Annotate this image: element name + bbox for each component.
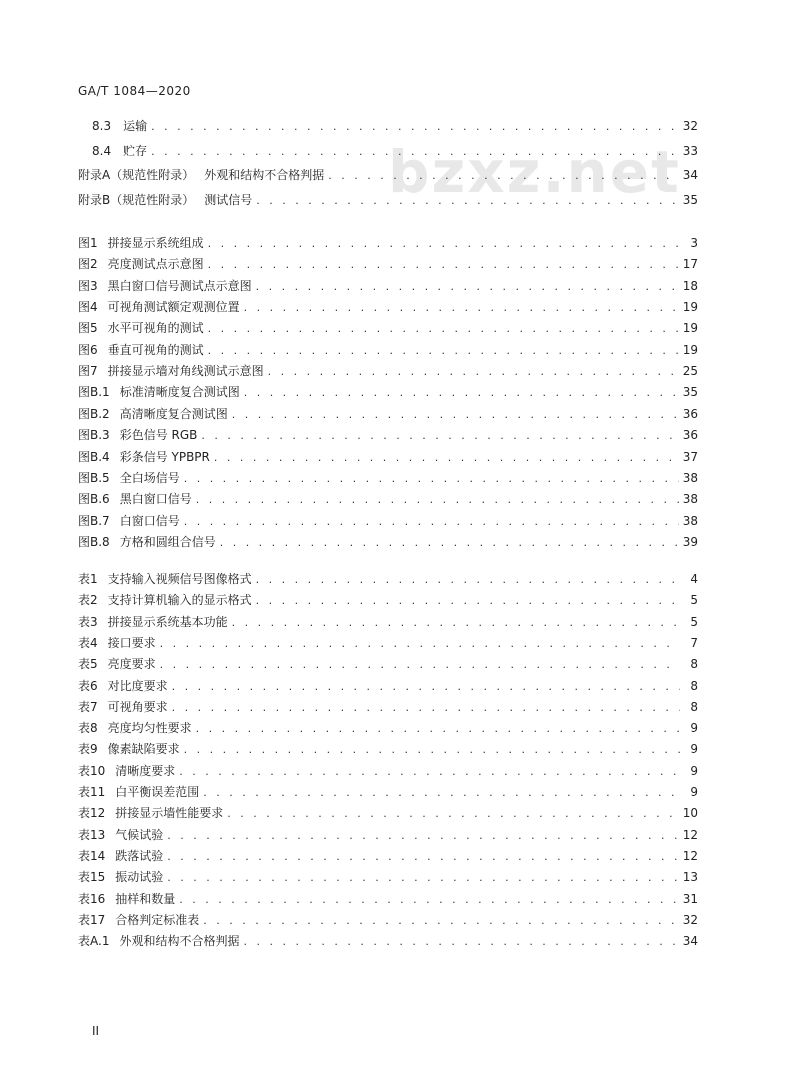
- toc-table-entry[interactable]: [78, 739, 698, 760]
- toc-figure-entry[interactable]: [78, 489, 698, 510]
- entry-label: 表9: [78, 742, 98, 757]
- entry-page-number: 9: [690, 742, 698, 757]
- entry-title: 水平可视角的测试: [107, 321, 204, 336]
- entry-page-number: 36: [682, 406, 698, 421]
- entry-label: 表5: [78, 657, 98, 672]
- toc-table-entry[interactable]: [78, 889, 698, 910]
- toc-figure-entry[interactable]: [78, 425, 698, 446]
- dot-leader: [256, 590, 680, 611]
- dot-leader: [196, 489, 679, 510]
- entry-page-number: 12: [682, 827, 698, 842]
- toc-figure-entry[interactable]: [78, 361, 698, 382]
- entry-page-number: 8: [690, 699, 698, 714]
- entry-title: 抽样和数量: [115, 891, 176, 906]
- toc-table-entry[interactable]: [78, 697, 698, 718]
- entry-page-number: 8: [690, 657, 698, 672]
- entry-label: 表1: [78, 572, 98, 586]
- entry-title: 跌落试验: [115, 848, 164, 863]
- dot-leader: [208, 254, 679, 275]
- entry-title: 全白场信号: [119, 470, 180, 485]
- entry-title: 彩色信号 RGB: [119, 428, 198, 443]
- dot-leader: [196, 718, 680, 739]
- entry-title: 合格判定标准表: [115, 912, 200, 927]
- dot-leader: [167, 825, 678, 846]
- entry-title: 黑白窗口信号: [119, 492, 192, 507]
- entry-page-number: 19: [682, 342, 698, 357]
- entry-page-number: 19: [682, 321, 698, 336]
- toc-figure-entry[interactable]: [78, 340, 698, 361]
- dot-leader: [184, 468, 679, 489]
- dot-leader: [172, 676, 680, 697]
- entry-page-number: 37: [682, 449, 698, 464]
- entry-page-number: 32: [682, 119, 698, 133]
- dot-leader: [244, 382, 679, 403]
- dot-leader: [184, 511, 679, 532]
- entry-page-number: 7: [690, 635, 698, 650]
- entry-title: 亮度均匀性要求: [107, 721, 192, 736]
- entry-page-number: 17: [682, 257, 698, 272]
- toc-section-entry[interactable]: [92, 116, 698, 137]
- entry-title: 外观和结构不合格判据: [204, 168, 325, 182]
- entry-label: 图B.1: [78, 385, 110, 400]
- toc-figure-entry[interactable]: [78, 276, 698, 297]
- toc-table-entry[interactable]: [78, 718, 698, 739]
- toc-table-entry[interactable]: [78, 569, 698, 590]
- entry-title: 白窗口信号: [119, 513, 180, 528]
- dot-leader: [268, 361, 679, 382]
- entry-label: 图2: [78, 257, 98, 272]
- entry-label: 表16: [78, 891, 106, 906]
- entry-title: 拼接显示系统组成: [107, 236, 204, 250]
- entry-label: 图7: [78, 364, 98, 379]
- dot-leader: [179, 889, 678, 910]
- entry-page-number: 32: [682, 912, 698, 927]
- entry-page-number: 9: [690, 785, 698, 799]
- dot-leader: [227, 803, 678, 824]
- entry-title: 亮度测试点示意图: [107, 257, 204, 272]
- dot-leader: [256, 569, 680, 590]
- toc-figure-entry[interactable]: [78, 447, 698, 468]
- entry-title: 拼接显示墙性能要求: [115, 806, 224, 821]
- entry-label: 附录A（规范性附录）: [78, 168, 195, 182]
- entry-label: 8.4: [92, 143, 112, 158]
- entry-page-number: 35: [682, 385, 698, 400]
- entry-page-number: 5: [690, 593, 698, 608]
- dot-leader: [167, 867, 678, 888]
- toc-figure-entry[interactable]: [78, 511, 698, 532]
- entry-label: 图4: [78, 300, 98, 315]
- entry-label: 表14: [78, 848, 106, 863]
- toc-figure-entry[interactable]: [78, 532, 698, 553]
- entry-page-number: 5: [690, 614, 698, 629]
- entry-page-number: 38: [682, 470, 698, 485]
- entry-label: 表2: [78, 593, 98, 608]
- entry-page-number: 34: [682, 934, 698, 949]
- entry-page-number: 3: [690, 236, 698, 250]
- entry-page-number: 38: [682, 492, 698, 507]
- toc-table-entry[interactable]: [78, 633, 698, 654]
- entry-title: 拼接显示系统基本功能: [107, 614, 228, 629]
- entry-page-number: 35: [682, 192, 698, 207]
- dot-leader: [208, 233, 680, 254]
- toc-table-entry[interactable]: [78, 867, 698, 888]
- dot-leader: [214, 447, 679, 468]
- toc-figure-entry[interactable]: [78, 318, 698, 339]
- entry-title: 测试信号: [204, 192, 253, 207]
- toc-table-entry[interactable]: [78, 590, 698, 611]
- entry-page-number: 36: [682, 428, 698, 443]
- page-number: II: [92, 1024, 100, 1038]
- entry-label: 表A.1: [78, 934, 110, 949]
- entry-title: 白平衡误差范围: [115, 785, 200, 799]
- toc-table-entry[interactable]: [78, 654, 698, 675]
- entry-page-number: 10: [682, 806, 698, 821]
- entry-title: 彩条信号 YPBPR: [119, 449, 210, 464]
- entry-title: 支持输入视频信号图像格式: [107, 572, 252, 586]
- entry-title: 可视角要求: [107, 699, 168, 714]
- entry-title: 可视角测试额定观测位置: [107, 300, 240, 315]
- entry-label: 表6: [78, 678, 98, 693]
- toc-table-entry[interactable]: [78, 782, 698, 803]
- entry-page-number: 9: [690, 763, 698, 778]
- dot-leader: [256, 190, 678, 211]
- entry-page-number: 9: [690, 721, 698, 736]
- entry-label: 表17: [78, 912, 106, 927]
- dot-leader: [256, 276, 679, 297]
- entry-label: 图B.7: [78, 513, 110, 528]
- entry-title: 接口要求: [107, 635, 156, 650]
- dot-leader: [179, 761, 680, 782]
- entry-label: 图3: [78, 278, 98, 293]
- entry-label: 图B.8: [78, 534, 110, 549]
- toc-figure-entry[interactable]: [78, 254, 698, 275]
- entry-label: 附录B（规范性附录）: [78, 192, 195, 207]
- toc-figure-entry[interactable]: [78, 233, 698, 254]
- entry-label: 表15: [78, 870, 106, 885]
- entry-title: 对比度要求: [107, 678, 168, 693]
- toc-table-entry[interactable]: [78, 761, 698, 782]
- entry-title: 振动试验: [115, 870, 164, 885]
- dot-leader: [160, 633, 680, 654]
- entry-page-number: 8: [690, 678, 698, 693]
- entry-label: 图B.4: [78, 449, 110, 464]
- dot-leader: [220, 532, 679, 553]
- dot-leader: [328, 165, 678, 186]
- entry-label: 图6: [78, 342, 98, 357]
- entry-title: 拼接显示墙对角线测试示意图: [107, 364, 264, 379]
- entry-label: 图5: [78, 321, 98, 336]
- entry-label: 表12: [78, 806, 106, 821]
- entry-title: 方格和圆组合信号: [119, 534, 216, 549]
- entry-title: 运输: [123, 119, 148, 133]
- dot-leader: [184, 739, 680, 760]
- entry-label: 表11: [78, 785, 106, 799]
- dot-leader: [172, 697, 680, 718]
- entry-title: 高清晰度复合测试图: [119, 406, 228, 421]
- toc-section-entry[interactable]: [78, 165, 698, 186]
- dot-leader: [208, 318, 679, 339]
- entry-title: 外观和结构不合格判据: [119, 934, 240, 949]
- entry-title: 支持计算机输入的显示格式: [107, 593, 252, 608]
- entry-label: 图B.5: [78, 470, 110, 485]
- entry-label: 图B.6: [78, 492, 110, 507]
- entry-label: 图B.2: [78, 406, 110, 421]
- dot-leader: [203, 910, 678, 931]
- toc-table-entry[interactable]: [78, 676, 698, 697]
- entry-title: 气候试验: [115, 827, 164, 842]
- entry-title: 黑白窗口信号测试点示意图: [107, 278, 252, 293]
- toc-figure-entry[interactable]: [78, 404, 698, 425]
- entry-label: 表10: [78, 763, 106, 778]
- entry-label: 图1: [78, 236, 98, 250]
- entry-label: 表3: [78, 614, 98, 629]
- entry-title: 标准清晰度复合测试图: [119, 385, 240, 400]
- toc-table-entry[interactable]: [78, 612, 698, 633]
- entry-label: 表13: [78, 827, 106, 842]
- toc-figure-entry[interactable]: [78, 382, 698, 403]
- dot-leader: [160, 654, 680, 675]
- toc-table-entry[interactable]: [78, 931, 698, 952]
- toc-section-entry[interactable]: [78, 190, 698, 211]
- dot-leader: [167, 846, 678, 867]
- toc-figure-entry[interactable]: [78, 468, 698, 489]
- entry-title: 垂直可视角的测试: [107, 342, 204, 357]
- watermark: bzxz.net: [388, 138, 681, 206]
- entry-page-number: 19: [682, 300, 698, 315]
- entry-page-number: 13: [682, 870, 698, 885]
- entry-title: 贮存: [123, 143, 148, 158]
- entry-page-number: 33: [682, 143, 698, 158]
- toc-table-entry[interactable]: [78, 910, 698, 931]
- dot-leader: [243, 931, 678, 952]
- dot-leader: [151, 116, 679, 137]
- dot-leader: [203, 782, 680, 803]
- entry-page-number: 31: [682, 891, 698, 906]
- entry-page-number: 4: [690, 572, 698, 586]
- entry-page-number: 34: [682, 168, 698, 182]
- toc-table-entry[interactable]: [78, 803, 698, 824]
- toc-figure-entry[interactable]: [78, 297, 698, 318]
- entry-page-number: 12: [682, 848, 698, 863]
- dot-leader: [232, 612, 680, 633]
- entry-title: 像素缺陷要求: [107, 742, 180, 757]
- entry-label: 8.3: [92, 119, 112, 133]
- dot-leader: [232, 404, 679, 425]
- toc-table-entry[interactable]: [78, 846, 698, 867]
- entry-label: 表8: [78, 721, 98, 736]
- toc-table-entry[interactable]: [78, 825, 698, 846]
- entry-page-number: 18: [682, 278, 698, 293]
- entry-page-number: 25: [682, 364, 698, 379]
- document-code: GA/T 1084—2020: [78, 84, 191, 98]
- entry-page-number: 38: [682, 513, 698, 528]
- dot-leader: [208, 340, 679, 361]
- entry-label: 表7: [78, 699, 98, 714]
- toc-section-entry[interactable]: [92, 141, 698, 162]
- entry-label: 图B.3: [78, 428, 110, 443]
- dot-leader: [151, 141, 679, 162]
- entry-label: 表4: [78, 635, 98, 650]
- entry-page-number: 39: [682, 534, 698, 549]
- entry-title: 清晰度要求: [115, 763, 176, 778]
- entry-title: 亮度要求: [107, 657, 156, 672]
- dot-leader: [244, 297, 679, 318]
- dot-leader: [201, 425, 678, 446]
